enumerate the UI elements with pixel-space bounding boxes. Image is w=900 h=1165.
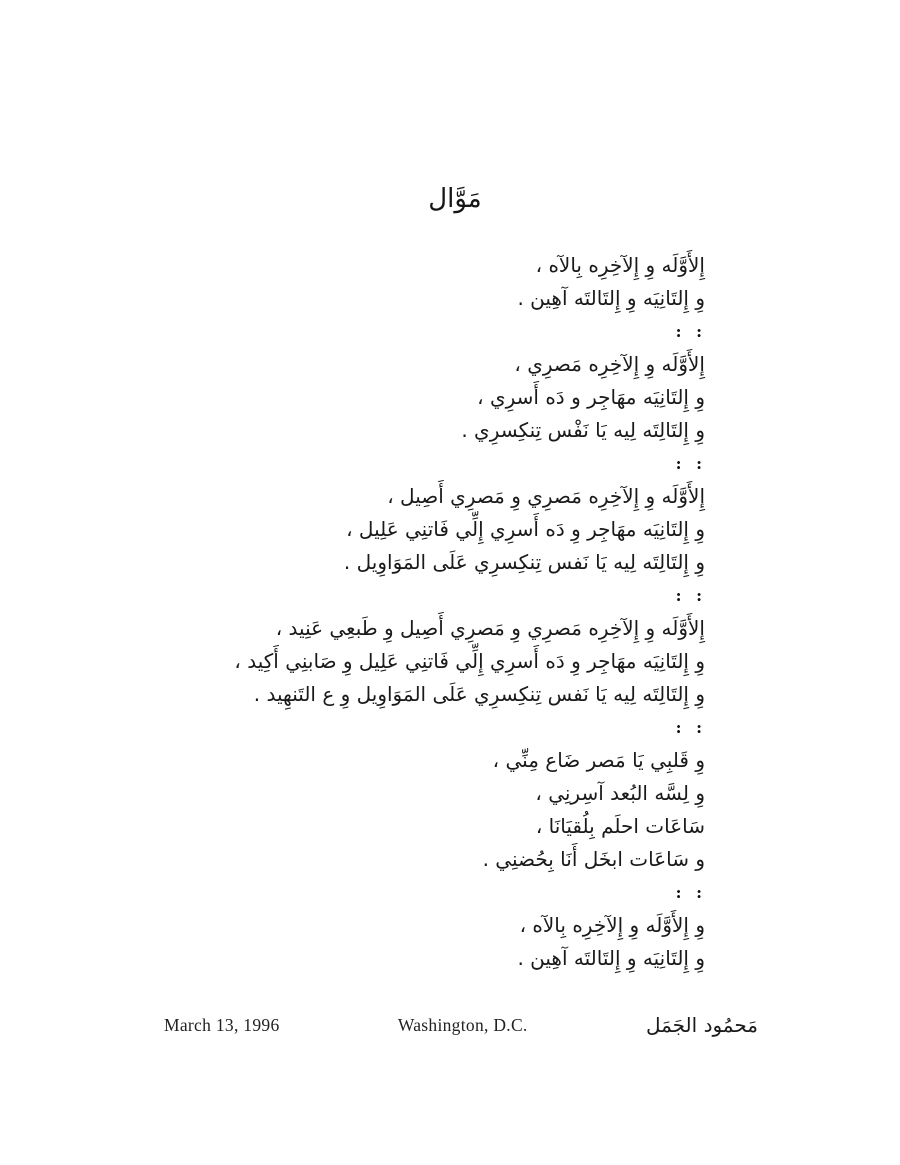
poem-line: إِلأَوَّلَه وِ إِلآخِرِه مَصرِي ، (514, 352, 705, 376)
poem-line: وِ إِلأَوَّلَه وِ إِلآخِرِه بِالآه ، (519, 913, 705, 937)
poem-body (130, 249, 705, 975)
page-footer (164, 1005, 758, 1045)
stanza-separator: : : (675, 322, 702, 341)
poem-line: وِ لِسَّه البُعد آسِرنِي ، (535, 781, 705, 805)
poem-line: إِلأَوَّلَه وِ إِلآخِرِه مَصرِي وِ مَصرِي أَصِيل ، (387, 484, 705, 508)
poem-title: مَوَّال (428, 184, 482, 214)
stanza-separator: : : (675, 883, 702, 902)
poem-line: إِلأَوَّلَه وِ إِلآخِرِه مَصرِي وِ مَصرِي أَصِيل وِ طَبعِي عَنِيد ، (275, 616, 705, 640)
footer-date: March 13, 1996 (164, 1014, 280, 1035)
poem-line: وِ إِلتَانِيَه مهَاجِر وِ دَه أَسرِي إِلِّي فَاتنِي عَلِيل وِ صَابنِي أَكِيد ، (234, 649, 705, 673)
poem-line: وِ إِلتَانِيَه مهَاجِر و دَه أَسرِي ، (477, 385, 705, 409)
stanza-separator: : : (675, 454, 702, 473)
poem-line: وِ إِلتَالِتَه لِيه يَا نَفس تِنكِسرِي عَلَى المَوَاوِيل وِ ع التَنهِيد . (253, 682, 705, 706)
footer-signature: مَحمُود الجَمَل (645, 1013, 758, 1037)
poem-line: وِ إِلتَانِيَه وِ إِلتَالتَه آهِين . (517, 946, 705, 970)
poem-line: إِلأَوَّلَه وِ إِلآخِرِه بِالآه ، (535, 253, 705, 277)
poem-line: وِ قَلبِي يَا مَصر ضَاع مِنِّي ، (492, 748, 705, 772)
poem-line: وِ إِلتَالِتَه لِيه يَا نَفس تِنكِسرِي عَلَى المَوَاوِيل . (343, 550, 705, 574)
footer-place: Washington, D.C. (397, 1014, 528, 1035)
poem-line: سَاعَات احلَم بِلُقيَانَا ، (535, 814, 705, 838)
stanza-separator: : : (675, 586, 702, 605)
poem-line: وِ إِلتَالِتَه لِيه يَا نَفْس تِنكِسرِي . (461, 418, 705, 442)
poem-line: وِ إِلتَانِيَه وِ إِلتَالتَه آهِين . (517, 286, 705, 310)
stanza-separator: : : (675, 718, 702, 737)
poem-line: و سَاعَات ابخَل أَنَا بِحُضنِي . (482, 847, 705, 871)
poem-line: وِ إِلتَانِيَه مهَاجِر وِ دَه أَسرِي إِلِّي فَاتنِي عَلِيل ، (346, 517, 705, 541)
